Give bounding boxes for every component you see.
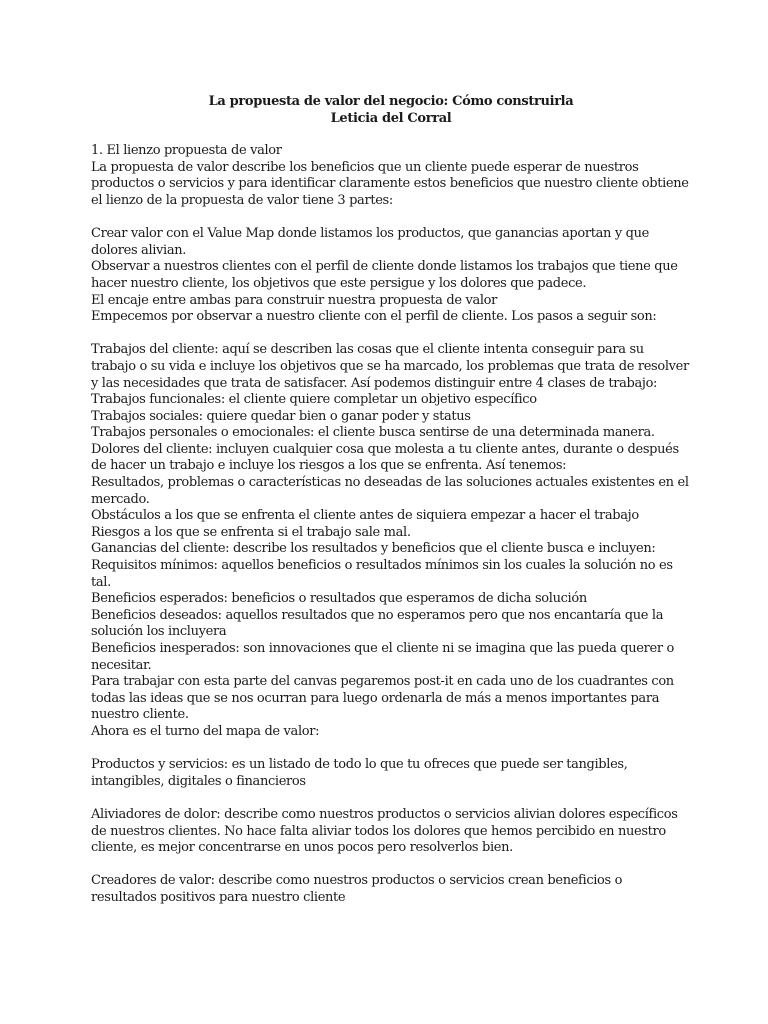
paragraph-pain-relievers [91,807,691,857]
paragraph-products [91,757,691,790]
text-line: Riesgos a los que se enfrenta si el trabajo sale mal. [91,524,411,540]
text-line: Creadores de valor: describe como nuestros productos o servicios crean beneficios o resultados positivos para nuestro cliente [91,873,623,905]
document-author: Leticia del Corral [330,110,452,126]
paragraph-gain-creators [91,873,691,906]
text-line: Beneficios esperados: beneficios o resultados que esperamos de dicha solución [91,591,587,607]
paragraph-customer-profile [91,342,691,740]
text-line: Trabajos funcionales: el cliente quiere completar un objetivo específico [91,392,537,408]
text-line: Empecemos por observar a nuestro cliente con el perfil de cliente. Los pasos a seguir son: [91,309,657,325]
text-line: Dolores del cliente: incluyen cualquier cosa que molesta a tu cliente antes, durante o después de hacer un trabajo e incluye los riesgos a los que se enfrenta. Así tenemos: [91,441,679,474]
text-line: Trabajos personales o emocionales: el cliente busca sentirse de una determinada manera. [91,425,655,441]
text-line: Trabajos sociales: quiere quedar bien o ganar poder y status [91,408,471,424]
text-line: Productos y servicios: es un listado de todo lo que tu ofreces que puede ser tangibles, intangibles, digitales o financieros [91,757,628,789]
text-line: Obstáculos a los que se enfrenta el cliente antes de siquiera empezar a hacer el trabajo [91,508,639,524]
section-heading: 1. El lienzo propuesta de valor [91,143,282,159]
text-line: Beneficios deseados: aquellos resultados que no esperamos pero que nos encantaría que la solución los incluyera [91,607,664,640]
text-line: Trabajos del cliente: aquí se describen las cosas que el cliente intenta conseguir para su trabajo o su vida e incluye los objetivos que se ha marcado, los problemas que trata de resolver y las necesidades que trata de satisfacer. Así podemos distinguir entre 4 clases de trabajo: [91,342,689,391]
paragraph-value-map [91,226,691,326]
text-line: Requisitos mínimos: aquellos beneficios o resultados mínimos sin los cuales la solución no es tal. [91,558,673,590]
text-line: Crear valor con el Value Map donde listamos los productos, que ganancias aportan y que dolores alivian. [91,226,649,258]
paragraph-intro [91,143,691,209]
document-title: La propuesta de valor del negocio: Cómo construirla [208,94,574,109]
text-line: El encaje entre ambas para construir nuestra propuesta de valor [91,292,498,308]
text-line: Ahora es el turno del mapa de valor: [91,723,320,739]
text-line: Ganancias del cliente: describe los resultados y beneficios que el cliente busca e incluyen: [91,541,656,557]
text-line: La propuesta de valor describe los beneficios que un cliente puede esperar de nuestros productos o servicios y para identificar claramente estos beneficios que nuestro cliente obtiene el lienzo de la propuesta de valor tiene 3 partes: [91,159,689,208]
text-line: Resultados, problemas o características no deseadas de las soluciones actuales existentes en el mercado. [91,475,689,507]
text-line: Observar a nuestros clientes con el perfil de cliente donde listamos los trabajos que tiene que hacer nuestro cliente, los objetivos que este persigue y los dolores que padece. [91,259,678,291]
text-line: Para trabajar con esta parte del canvas pegaremos post-it en cada uno de los cuadrantes con todas las ideas que se nos ocurran para luego ordenarla de más a menos importantes para nuestro cliente. [91,674,674,723]
title-block [91,94,691,127]
text-line: Beneficios inesperados: son innovaciones que el cliente ni se imagina que las pueda querer o necesitar. [91,641,674,673]
text-line: Aliviadores de dolor: describe como nuestros productos o servicios alivian dolores específicos de nuestros clientes. No hace falta aliviar todos los dolores que hemos percibido en nuestro cliente, es mejor concentrarse en unos pocos pero resolverlos bien. [91,806,678,856]
document-page [91,94,691,923]
